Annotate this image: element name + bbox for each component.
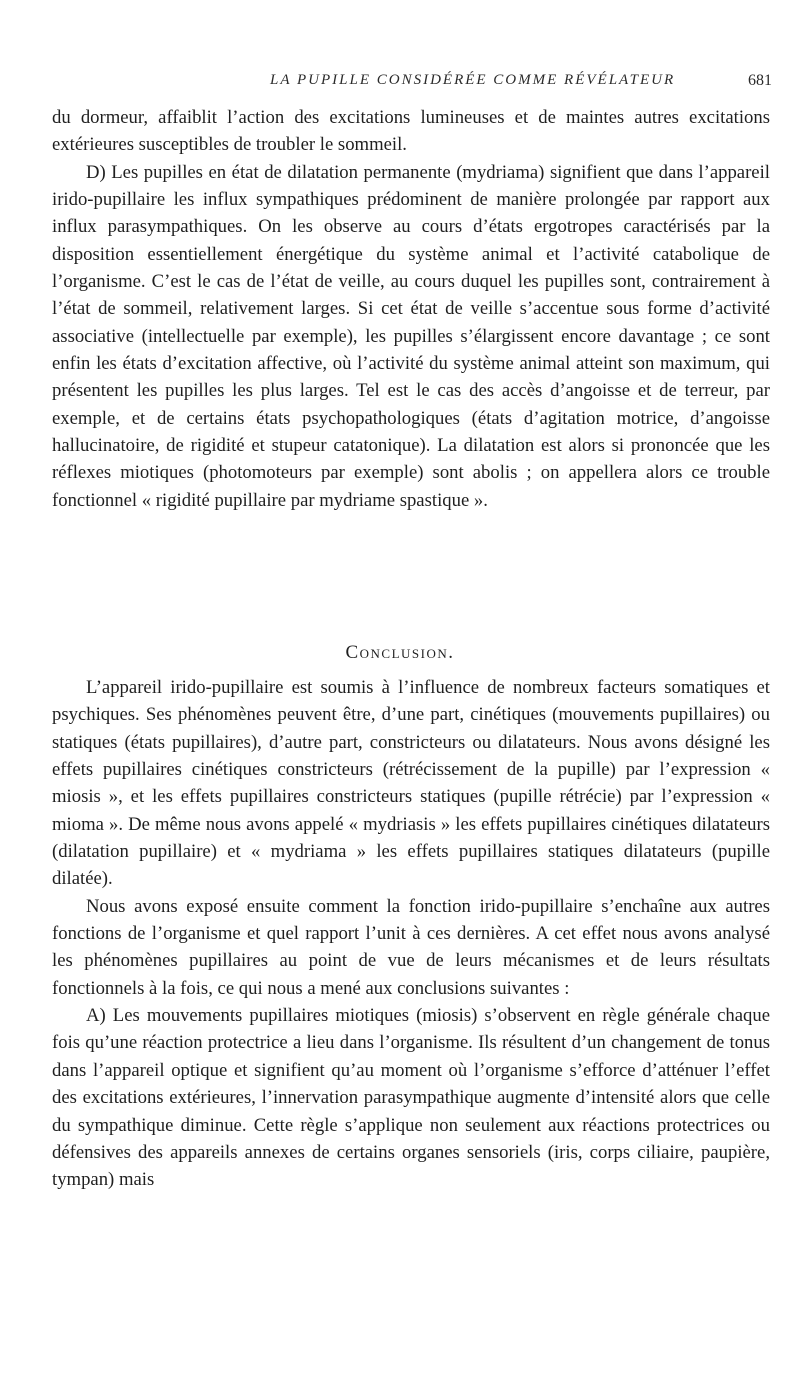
- page-number: 681: [748, 72, 772, 89]
- running-title: LA PUPILLE CONSIDÉRÉE COMME RÉVÉLATEUR: [270, 72, 676, 88]
- paragraph: L’appareil irido-pupillaire est soumis à l’influence de nombreux facteurs somatiques et psychiques. Ses phénomènes peuvent être, d’une part, cinétiques (mouvements pupillaires) ou statiques (états pupillaires), d’autre part, constricteurs ou dilatateurs. Nous avons désigné les effets pupillaires cinétiques constricteurs (rétrécissement de la pupille) par l’expression « miosis », et les effets pupillaires constricteurs statiques (pupille rétrécie) par l’expression « mioma ». De même nous avons appelé « mydriasis » les effets pupillaires cinétiques dilatateurs (dilatation pupillaire) et « mydriama » les effets pupillaires statiques dilatateurs (pupille dilatée).: [52, 677, 770, 890]
- text-block-conclusion: [52, 674, 770, 1194]
- paragraph: du dormeur, affaiblit l’action des excitations lumineuses et de maintes autres excitations extérieures susceptibles de troubler le sommeil.: [52, 107, 770, 156]
- paragraph: A) Les mouvements pupillaires miotiques (miosis) s’observent en règle générale chaque fois qu’une réaction protectrice a lieu dans l’organisme. Ils résultent d’un changement de tonus dans l’appareil optique et signifient qu’au moment où l’organisme s’efforce d’atténuer l’effet des excitations extérieures, l’innervation parasympathique augmente d’intensité alors que celle du sympathique diminue. Cette règle s’applique non seulement aux réactions protectrices ou défensives des appareils annexes de certains organes sensoriels (iris, corps ciliaire, paupière, tympan) mais: [52, 1005, 770, 1191]
- paragraph: Nous avons exposé ensuite comment la fonction irido-pupillaire s’enchaîne aux autres fonctions de l’organisme et quel rapport l’unit à ces dernières. A cet effet nous avons analysé les phénomènes pupillaires au point de vue de leurs mécanismes et de leurs résultats fonctionnels à la fois, ce qui nous a mené aux conclusions suivantes :: [52, 895, 770, 999]
- section-heading: Conclusion.: [345, 642, 455, 663]
- text-block-top: [52, 104, 770, 514]
- running-header: [0, 72, 800, 96]
- paragraph: D) Les pupilles en état de dilatation permanente (mydriama) signifient que dans l’appareil irido-pupillaire les influx sympathiques prédominent de manière prolongée par rapport aux influx parasympathiques. On les observe au cours d’états ergotropes caractérisés par la disposition essentiellement énergétique du système animal et l’activité catabolique de l’organisme. C’est le cas de l’état de veille, au cours duquel les pupilles sont, contrairement à l’état de sommeil, relativement larges. Si cet état de veille s’accentue sous forme d’activité associative (intellectuelle par exemple), les pupilles s’élargissent encore davantage ; ce sont enfin les états d’excitation affective, où l’activité du système animal atteint son maximum, qui présentent les pupilles les plus larges. Tel est le cas des accès d’angoisse et de terreur, par exemple, et de certains états psychopathologiques (états d’agitation motrice, d’angoisse hallucinatoire, de rigidité et stupeur catatonique). La dilatation est alors si prononcée que les réflexes miotiques (photomoteurs par exemple) sont abolis ; on appellera alors ce trouble fonctionnel « rigidité pupillaire par mydriame spastique ».: [52, 161, 770, 511]
